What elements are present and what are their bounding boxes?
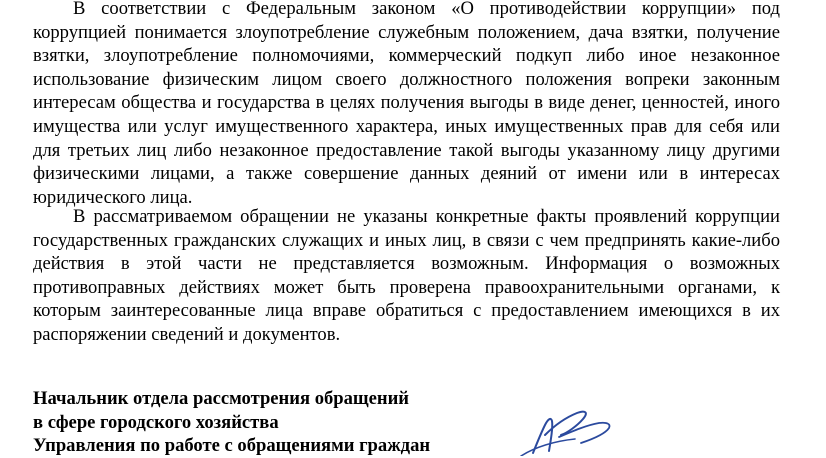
- signatory-title-line: Управления по работе с обращениями граждан: [33, 435, 431, 457]
- handwritten-signature: [515, 395, 625, 456]
- paragraph-no-facts-specified: В рассматриваемом обращении не указаны конкретные факты проявлений коррупции государственных гражданских служащих и иных лиц, в связи с чем предпринять какие-либо действия в этой части не представляется возможным. Информация о возможных противоправных действиях может быть проверена правоохранительными органами, к которым заинтересованные лица вправе обратиться с предоставлением имеющихся в их распоряжении сведений и документов.: [33, 206, 780, 345]
- signatory-title-block: [33, 387, 430, 458]
- signatory-title-line: в сфере городского хозяйства: [33, 411, 279, 433]
- signatory-title-line: Начальник отдела рассмотрения обращений: [33, 388, 410, 409]
- paragraph-corruption-definition: В соответствии с Федеральным законом «О противодействии коррупции» под коррупцией понимается злоупотребление служебным положением, дача взятки, получение взятки, злоупотребление полномочиями, коммерческий подкуп либо иное незаконное использование физическим лицом своего должностного положения вопреки законным интересам общества и государства в целях получения выгоды в виде денег, ценностей, иного имущества или услуг имущественного характера, иных имущественных прав для себя или для третьих лиц либо незаконное предоставление такой выгоды указанному лицу другими физическими лицами, а также совершение данных деяний от имени или в интересах юридического лица.: [33, 0, 780, 208]
